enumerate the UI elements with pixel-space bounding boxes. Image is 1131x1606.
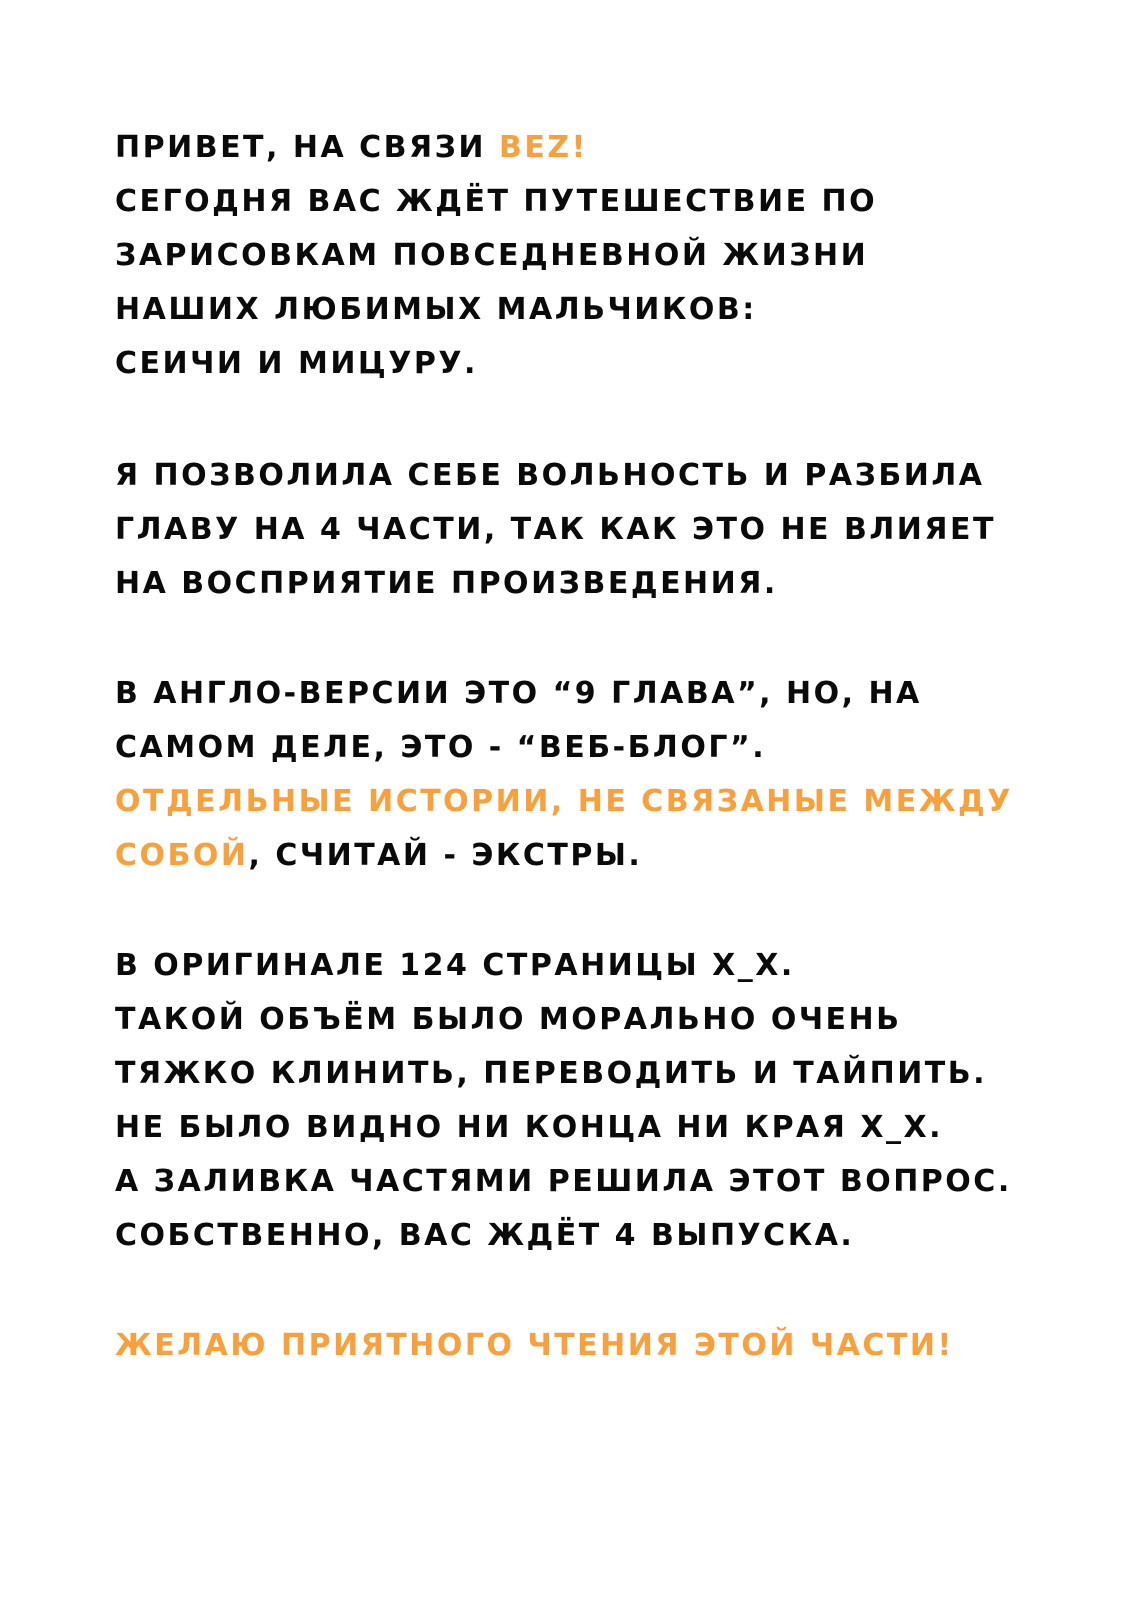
paragraph4-line-5: А ЗАЛИВКА ЧАСТЯМИ РЕШИЛА ЭТОТ ВОПРОС. [115, 1164, 1012, 1199]
paragraph4-line-6: СОБСТВЕННО, ВАС ЖДЁТ 4 ВЫПУСКА. [115, 1218, 855, 1253]
greeting-text: ПРИВЕТ, НА СВЯЗИ [115, 130, 499, 165]
paragraph2-line-1: Я ПОЗВОЛИЛА СЕБЕ ВОЛЬНОСТЬ И РАЗБИЛА [115, 458, 985, 493]
paragraph4-line-3: ТЯЖКО КЛИНИТЬ, ПЕРЕВОДИТЬ И ТАЙПИТЬ. [115, 1056, 988, 1091]
paragraph3-line-4 [115, 838, 642, 874]
greeting-line [115, 130, 588, 166]
paragraph3-line-2: САМОМ ДЕЛЕ, ЭТО - “ВЕБ-БЛОГ”. [115, 730, 767, 765]
paragraph3-line-1: В АНГЛО-ВЕРСИИ ЭТО “9 ГЛАВА”, НО, НА [115, 676, 922, 711]
paragraph3-highlight-line: ОТДЕЛЬНЫЕ ИСТОРИИ, НЕ СВЯЗАНЫЕ МЕЖДУ [115, 784, 1013, 819]
closing-wish: ЖЕЛАЮ ПРИЯТНОГО ЧТЕНИЯ ЭТОЙ ЧАСТИ! [115, 1328, 954, 1363]
paragraph4-line-1: В ОРИГИНАЛЕ 124 СТРАНИЦЫ X_X. [115, 948, 795, 983]
paragraph4-line-4: НЕ БЫЛО ВИДНО НИ КОНЦА НИ КРАЯ X_X. [115, 1110, 943, 1145]
intro-line-5: СЕИЧИ И МИЦУРУ. [115, 346, 478, 381]
intro-line-2: СЕГОДНЯ ВАС ЖДЁТ ПУТЕШЕСТВИЕ ПО [115, 184, 878, 219]
paragraph3-highlight-word: СОБОЙ [115, 838, 249, 873]
paragraph3-line-4-rest: , СЧИТАЙ - ЭКСТРЫ. [248, 838, 643, 873]
translator-name-highlight: BEZ! [498, 130, 588, 165]
paragraph4-line-2: ТАКОЙ ОБЪЁМ БЫЛО МОРАЛЬНО ОЧЕНЬ [115, 1002, 902, 1037]
paragraph2-line-3: НА ВОСПРИЯТИЕ ПРОИЗВЕДЕНИЯ. [115, 566, 778, 601]
intro-line-4: НАШИХ ЛЮБИМЫХ МАЛЬЧИКОВ: [115, 292, 757, 327]
intro-line-3: ЗАРИСОВКАМ ПОВСЕДНЕВНОЙ ЖИЗНИ [115, 238, 869, 273]
paragraph2-line-2: ГЛАВУ НА 4 ЧАСТИ, ТАК КАК ЭТО НЕ ВЛИЯЕТ [115, 512, 996, 547]
